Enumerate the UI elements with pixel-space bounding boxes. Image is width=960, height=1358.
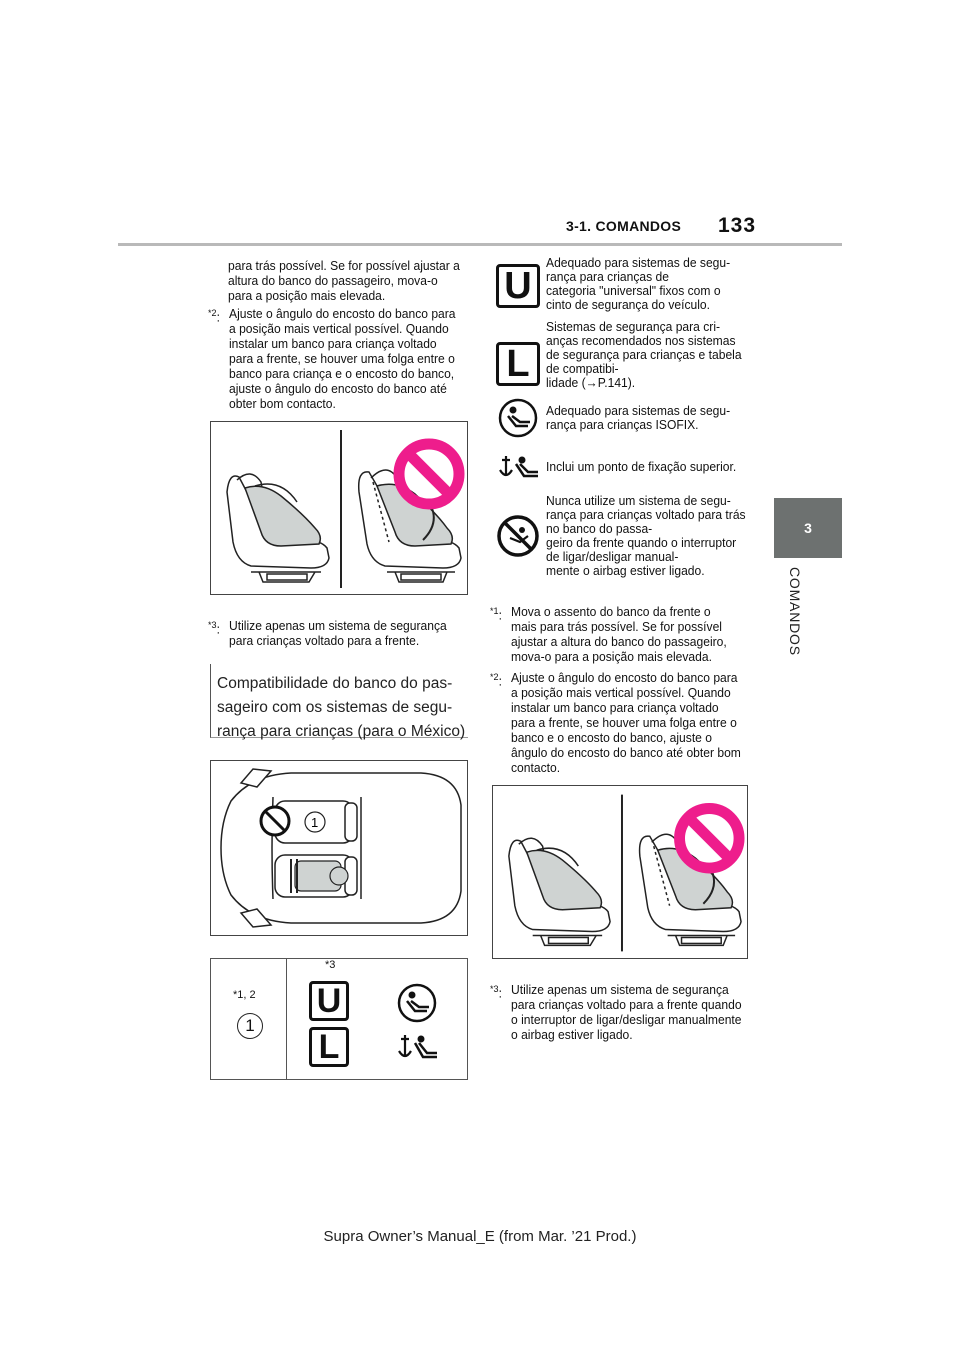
left-note-2 <box>208 306 470 416</box>
note-line: banco para criança e o encosto do banco, <box>229 366 455 381</box>
section-subheading <box>210 664 468 738</box>
subheading-line: rança para crianças (para o México) <box>217 723 466 740</box>
left-note-3 <box>208 618 470 650</box>
intro-line: altura do banco do passageiro, mova-o <box>228 273 438 288</box>
child-seat-top <box>291 859 348 893</box>
note-line: mova-o para a posição mais elevada. <box>511 649 712 664</box>
seat-correct <box>227 474 329 582</box>
table-col2-header: *3 <box>325 959 336 971</box>
legend-l-icon: L <box>496 342 540 386</box>
legend-isofix-icon <box>498 398 538 438</box>
right-note-3 <box>490 982 752 1046</box>
table-divider <box>286 959 287 1079</box>
right-note-2 <box>490 670 752 780</box>
top-tether-icon <box>395 1027 441 1069</box>
seat-position-number: 1 <box>311 815 319 830</box>
note-line: o airbag estiver ligado. <box>511 1027 633 1042</box>
subheading-line: sageiro com os sistemas de segu- <box>217 699 453 716</box>
legend-prohibited-rear-facing-icon <box>496 514 540 558</box>
right-note-1 <box>490 604 752 668</box>
chapter-tab[interactable] <box>774 498 842 558</box>
section-title: 3-1. COMANDOS <box>566 218 682 234</box>
note-marker: $^{*3}$: <box>208 620 221 637</box>
note-line: instalar um banco para criança voltado <box>511 700 719 715</box>
note-line: para crianças voltado para a frente quando <box>511 997 742 1012</box>
note-line: ajuste o ângulo do encosto do banco até <box>229 381 447 396</box>
note-line: obter bom contacto. <box>229 396 336 411</box>
page-number: 133 <box>718 214 757 237</box>
note-line: a posição mais vertical possível. Quando <box>229 321 449 336</box>
note-line: contacto. <box>511 760 561 775</box>
seat-illustration <box>211 422 467 594</box>
note-line: ângulo do encosto do banco até obter bom <box>511 745 741 760</box>
isofix-icon <box>397 983 437 1023</box>
note-line: Utilize apenas um sistema de segurança <box>511 982 729 997</box>
table-l-symbol: L <box>309 1027 349 1067</box>
note-line: o interruptor de ligar/desligar manualmente <box>511 1012 742 1027</box>
table-u-symbol: U <box>309 981 349 1021</box>
car-diagram <box>211 761 467 935</box>
note-line: para crianças voltado para a frente. <box>229 633 420 648</box>
header-rule <box>118 243 842 246</box>
note-marker: $^{*2}$: <box>490 672 503 689</box>
note-line: Utilize apenas um sistema de segurança <box>229 618 447 633</box>
note-line: para a frente, se houver uma folga entre o <box>229 351 455 366</box>
note-line: a posição mais vertical possível. Quando <box>511 685 731 700</box>
legend-item-u: Adequado para sistemas de segu- rança para crianças de categoria "universal" fixos com o cinto de segurança do veículo. <box>546 255 731 312</box>
note-marker: $^{*3}$: <box>490 984 503 1001</box>
table-col1-header: *1, 2 <box>233 989 256 1001</box>
legend-u-icon: U <box>496 264 540 308</box>
prohibited-icon-right <box>680 809 740 869</box>
subheading-line: Compatibilidade do banco do pas- <box>217 675 453 692</box>
chapter-number: 3 <box>804 520 812 536</box>
page-footer: Supra Owner’s Manual_E (from Mar. ’21 Prod.) <box>323 1228 637 1245</box>
note-line: mais para trás possível. Se for possível <box>511 619 722 634</box>
prohibited-rear-facing-icon <box>261 807 289 835</box>
seat-illustration-right <box>493 786 747 958</box>
note-line: Ajuste o ângulo do encosto do banco para <box>511 670 738 685</box>
intro-line: para trás possível. Se for possível ajustar a <box>228 258 460 273</box>
legend-item-isofix: Adequado para sistemas de segu- rança para crianças ISOFIX. <box>546 403 731 432</box>
note-line: banco e o encosto do banco, ajuste o <box>511 730 712 745</box>
note-line: ajustar a altura do banco do passageiro, <box>511 634 727 649</box>
intro-line: para a posição mais elevada. <box>228 288 386 303</box>
legend-top-tether-icon <box>496 450 542 486</box>
prohibited-icon <box>399 444 459 504</box>
chapter-label: COMANDOS <box>787 567 803 656</box>
seat-adjustment-figure-right <box>492 785 748 959</box>
table-col1-value: 1 <box>237 1013 263 1039</box>
legend-item-prohibited: Nunca utilize um sistema de segu- rança para crianças voltado para trás no banco do passa- geiro da frente quando o interruptor de ligar/desligar manual- mente o airbag estiver ligado. <box>546 493 746 578</box>
note-line: para a frente, se houver uma folga entre o <box>511 715 737 730</box>
compatibility-table <box>210 958 468 1080</box>
seat-adjustment-figure <box>210 421 468 595</box>
note-marker: $^{*1}$: <box>490 606 503 623</box>
note-marker: $^{*2}$: <box>208 308 221 325</box>
legend-item-l: Sistemas de segurança para cri- anças recomendados nos sistemas de segurança para crianças e tabela de compatibi- lidade (→P.141). <box>546 319 742 390</box>
note-line: Mova o assento do banco da frente o <box>511 604 711 619</box>
note-line: Ajuste o ângulo do encosto do banco para <box>229 306 456 321</box>
car-top-view-figure <box>210 760 468 936</box>
note-line: instalar um banco para criança voltado <box>229 336 437 351</box>
legend-item-top-tether: Inclui um ponto de fixação superior. <box>546 459 737 474</box>
